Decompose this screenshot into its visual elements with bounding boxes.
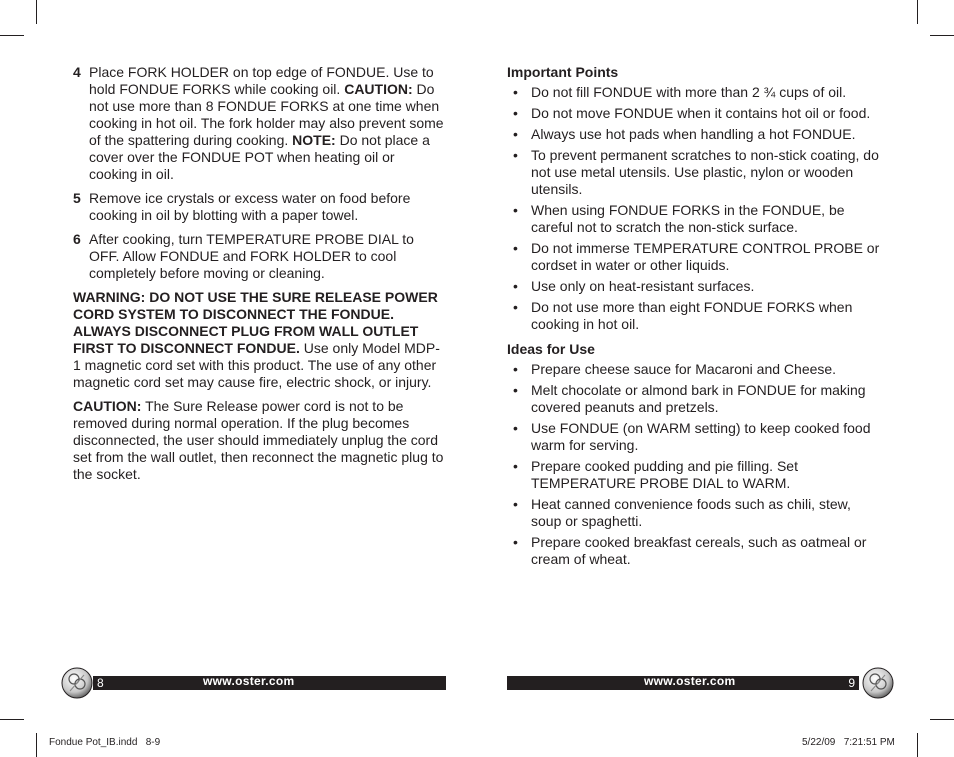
left-page-column xyxy=(73,64,445,490)
caution-label: CAUTION: xyxy=(344,81,413,97)
warning-text: Use only Model MDP-1 magnetic cord set with this product. The use of any other magnetic cord set may cause fire, electric shock, or injury. xyxy=(73,340,440,390)
list-item-text: Prepare cheese sauce for Macaroni and Cheese. xyxy=(531,361,837,377)
bullet: • xyxy=(513,496,518,512)
crop-mark xyxy=(917,0,918,24)
important-points-list xyxy=(507,84,882,333)
important-points-heading: Important Points xyxy=(507,64,619,80)
step-6 xyxy=(73,231,445,282)
footer-bar-left xyxy=(93,676,446,690)
list-item xyxy=(507,534,882,568)
ideas-list xyxy=(507,361,882,568)
list-item-text: Do not use more than eight FONDUE FORKS when cooking in hot oil. xyxy=(531,299,853,332)
crop-mark xyxy=(36,0,37,24)
crop-mark xyxy=(0,719,24,720)
bullet: • xyxy=(513,534,518,550)
list-item-text: To prevent permanent scratches to non-stick coating, do not use metal utensils. Use plastic, nylon or wooden utensils. xyxy=(531,147,879,197)
list-item xyxy=(507,126,882,143)
list-item-text: Do not move FONDUE when it contains hot oil or food. xyxy=(531,105,871,121)
list-item xyxy=(507,382,882,416)
bullet: • xyxy=(513,382,518,398)
crop-mark xyxy=(930,35,954,36)
list-item-text: Do not fill FONDUE with more than 2 ¾ cups of oil. xyxy=(531,84,847,100)
crop-mark xyxy=(36,733,37,757)
bullet: • xyxy=(513,84,518,100)
bullet: • xyxy=(513,240,518,256)
print-slug-right: 5/22/09 7:21:51 PM xyxy=(802,737,895,748)
print-slug-left: Fondue Pot_IB.indd 8-9 xyxy=(49,737,161,748)
right-page-column xyxy=(507,64,882,576)
note-label: NOTE: xyxy=(292,132,336,148)
bullet: • xyxy=(513,147,518,163)
list-item-text: Prepare cooked breakfast cereals, such as oatmeal or cream of wheat. xyxy=(531,534,867,567)
oster-logo-icon xyxy=(862,667,894,699)
list-item xyxy=(507,278,882,295)
bullet: • xyxy=(513,126,518,142)
list-item-text: Do not immerse TEMPERATURE CONTROL PROBE or cordset in water or other liquids. xyxy=(531,240,880,273)
step-text-part: Do not use more than 8 FONDUE FORKS at one time when cooking in hot oil. The fork holder may also prevent some of the spattering during cooking. xyxy=(89,81,444,148)
list-item-text: Prepare cooked pudding and pie filling. Set TEMPERATURE PROBE DIAL to WARM. xyxy=(531,458,798,491)
list-item xyxy=(507,299,882,333)
website-url: www.oster.com xyxy=(203,674,295,688)
list-item xyxy=(507,458,882,492)
bullet: • xyxy=(513,105,518,121)
warning-heading: WARNING: DO NOT USE THE SURE RELEASE POWER CORD SYSTEM TO DISCONNECT THE FONDUE. ALWAYS DISCONNECT PLUG FROM WALL OUTLET FIRST TO DISCONNECT FONDUE. xyxy=(73,289,438,356)
caution-text: The Sure Release power cord is not to be removed during normal operation. If the plug becomes disconnected, the user should immediately unplug the cord set from the wall outlet, then reconnect the magnetic plug to the socket. xyxy=(73,398,444,482)
website-url: www.oster.com xyxy=(644,674,736,688)
list-item-text: When using FONDUE FORKS in the FONDUE, be careful not to scratch the non-stick surface. xyxy=(531,202,845,235)
bullet: • xyxy=(513,202,518,218)
bullet: • xyxy=(513,458,518,474)
list-item-text: Heat canned convenience foods such as chili, stew, soup or spaghetti. xyxy=(531,496,851,529)
list-item xyxy=(507,202,882,236)
step-text: After cooking, turn TEMPERATURE PROBE DIAL to OFF. Allow FONDUE and FORK HOLDER to cool completely before moving or cleaning. xyxy=(89,231,414,281)
list-item xyxy=(507,84,882,101)
step-number: 5 xyxy=(73,190,81,206)
list-item xyxy=(507,105,882,122)
page-number: 8 xyxy=(97,676,104,690)
bullet: • xyxy=(513,361,518,377)
list-item-text: Use FONDUE (on WARM setting) to keep cooked food warm for serving. xyxy=(531,420,871,453)
step-5 xyxy=(73,190,445,224)
caution-paragraph xyxy=(73,398,445,483)
step-text xyxy=(89,64,445,183)
crop-mark xyxy=(0,35,24,36)
step-text: Remove ice crystals or excess water on food before cooking in oil by blotting with a paper towel. xyxy=(89,190,411,223)
bullet: • xyxy=(513,420,518,436)
list-item xyxy=(507,147,882,198)
step-number: 6 xyxy=(73,231,81,247)
warning-paragraph xyxy=(73,289,445,391)
list-item-text: Always use hot pads when handling a hot FONDUE. xyxy=(531,126,856,142)
oster-logo-icon xyxy=(61,667,93,699)
list-item xyxy=(507,240,882,274)
bullet: • xyxy=(513,278,518,294)
step-text-part: Do not place a cover over the FONDUE POT when heating oil or cooking in oil. xyxy=(89,132,430,182)
bullet: • xyxy=(513,299,518,315)
page-number: 9 xyxy=(848,676,855,690)
crop-mark xyxy=(930,719,954,720)
crop-mark xyxy=(917,733,918,757)
footer-bar-right xyxy=(507,676,859,690)
step-number: 4 xyxy=(73,64,81,80)
ideas-heading: Ideas for Use xyxy=(507,341,595,357)
list-item xyxy=(507,420,882,454)
list-item xyxy=(507,361,882,378)
list-item-text: Use only on heat-resistant surfaces. xyxy=(531,278,755,294)
list-item xyxy=(507,496,882,530)
caution-heading: CAUTION: xyxy=(73,398,142,414)
step-text-part: Place FORK HOLDER on top edge of FONDUE. Use to hold FONDUE FORKS while cooking oil. xyxy=(89,64,434,97)
list-item-text: Melt chocolate or almond bark in FONDUE for making covered peanuts and pretzels. xyxy=(531,382,866,415)
step-4 xyxy=(73,64,445,183)
